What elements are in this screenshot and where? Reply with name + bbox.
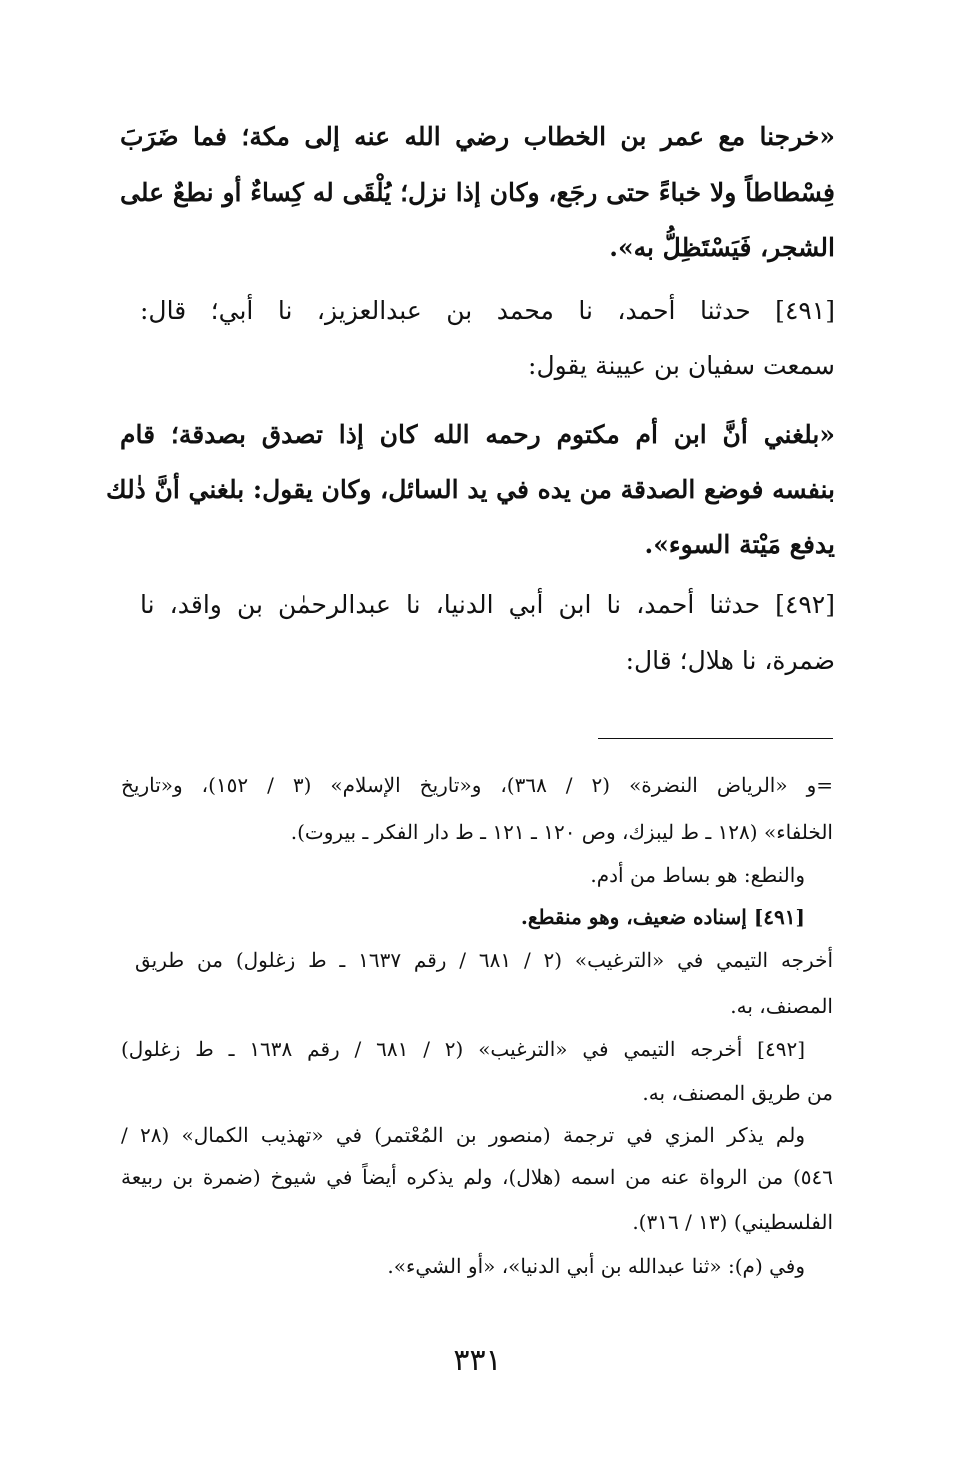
footnote-line: ولم يذكر المزي في ترجمة (منصور بن المُعْتمر) في «تهذيب الكمال» (٢٨ / xyxy=(121,1123,805,1147)
page-number: ٣٣١ xyxy=(453,1343,502,1378)
footnote-line: وفي (م): «ثنا عبدالله بن أبي الدنيا»، «أو الشيء». xyxy=(387,1254,805,1278)
footnote-line: المصنف، به. xyxy=(730,994,833,1018)
text-line: يدفع مَيْتة السوء». xyxy=(644,530,835,559)
footnote-line: الفلسطيني) (١٣ / ٣١٦). xyxy=(632,1210,833,1234)
footnote-line: والنطع: هو بساط من أدم. xyxy=(590,863,805,887)
footnote-line: ٥٤٦) من الرواة عنه من اسمه (هلال)، ولم يذكره أيضاً في شيوخ (ضمرة بن ربيعة xyxy=(121,1165,833,1189)
text-line: فِسْطاطاً ولا خباءً حتى رجَع، وكان إذا نزل؛ يُلْقَى له كِساءٌ أو نطعٌ على xyxy=(120,178,835,207)
text-line: «خرجنا مع عمر بن الخطاب رضي الله عنه إلى مكة؛ فما ضَرَبَ xyxy=(120,122,835,151)
text-line: بنفسه فوضع الصدقة من يده في يد السائل، وكان يقول: بلغني أنَّ ذٰلك xyxy=(106,475,835,504)
footnote-line: =و «الرياض النضرة» (٢ / ٣٦٨)، و«تاريخ الإسلام» (٣ / ١٥٢)، و«تاريخ xyxy=(121,773,833,797)
text-line: سمعت سفيان بن عيينة يقول: xyxy=(528,351,835,380)
footnote-line: [٤٩٢] أخرجه التيمي في «الترغيب» (٢ / ٦٨١ / رقم ١٦٣٨ ـ ط زغلول) xyxy=(121,1037,806,1061)
footnote-divider xyxy=(598,738,833,739)
footnote-line: [٤٩١] إسناده ضعيف، وهو منقطع. xyxy=(520,905,805,929)
text-line: [٤٩٢] حدثنا أحمد، نا ابن أبي الدنيا، نا عبدالرحمٰن بن واقد، نا xyxy=(140,590,835,619)
footnote-line: أخرجه التيمي في «الترغيب» (٢ / ٦٨١ / رقم ١٦٣٧ ـ ط زغلول) من طريق xyxy=(135,948,833,972)
text-line: ضمرة، نا هلال؛ قال: xyxy=(625,646,835,675)
text-line: [٤٩١] حدثنا أحمد، نا محمد بن عبدالعزيز، نا أبي؛ قال: xyxy=(140,296,835,325)
footnote-line: الخلفاء» (١٢٨ ـ ط ليبزك، وص ١٢٠ ـ ١٢١ ـ ط دار الفكر ـ بيروت). xyxy=(290,820,833,844)
footnote-line: من طريق المصنف، به. xyxy=(642,1081,833,1105)
text-line: «بلغني أنَّ ابن أم مكتوم رحمه الله كان إذا تصدق بصدقة؛ قام xyxy=(120,420,835,449)
text-line: الشجر، فَيَسْتَظِلُّ به». xyxy=(609,233,835,262)
